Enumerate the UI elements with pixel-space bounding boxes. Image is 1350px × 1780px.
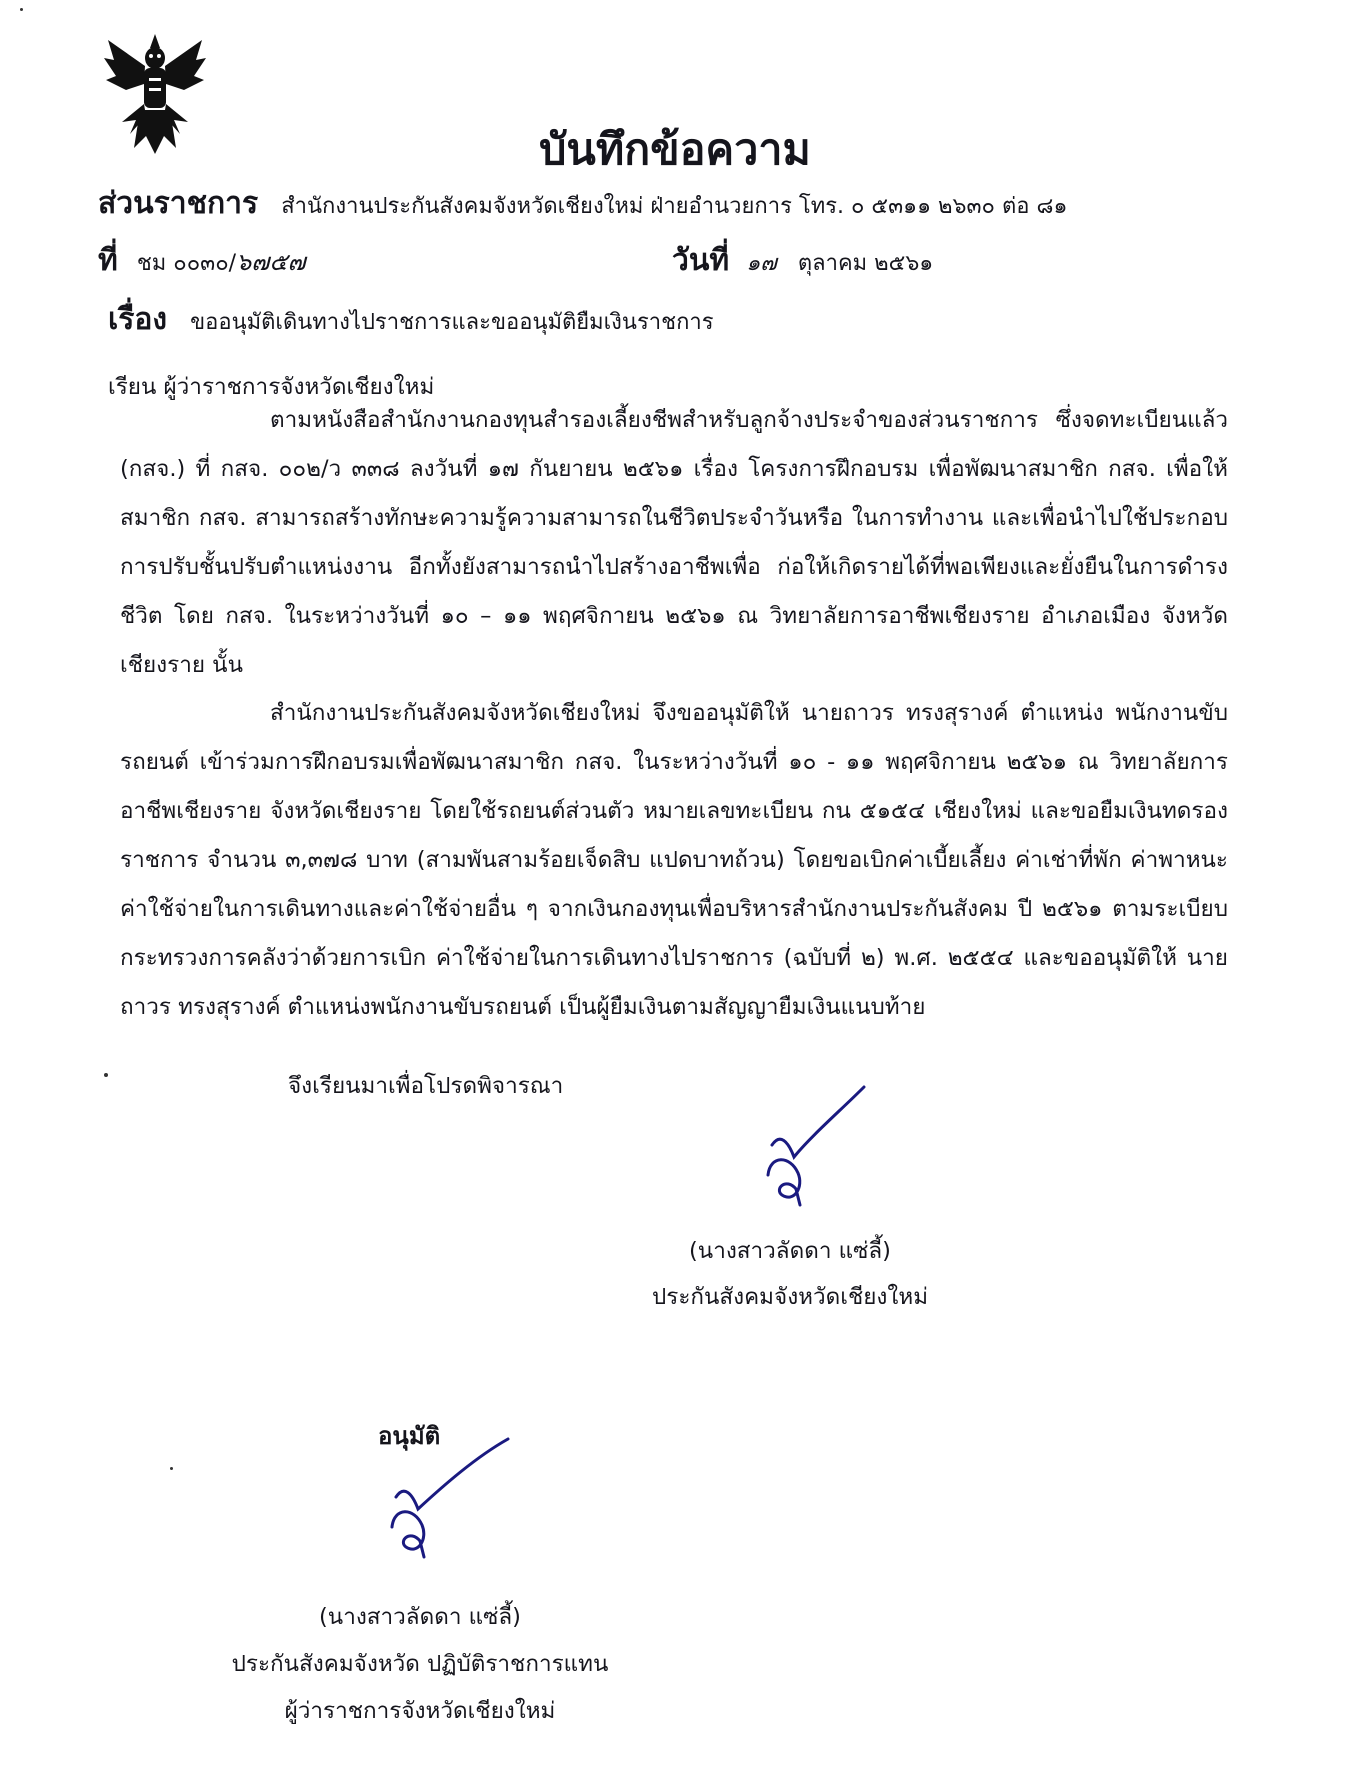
- signatory-name: (นางสาวลัดดา แซ่ลี้): [689, 1238, 891, 1264]
- signature-mark: [760, 1085, 870, 1215]
- reference-number: ชม ๐๐๓๐/: [136, 251, 237, 276]
- scan-speck: [170, 1467, 173, 1470]
- scan-speck: [20, 8, 23, 11]
- reference-label: ที่: [98, 243, 118, 278]
- subject-label: เรื่อง: [108, 302, 168, 337]
- closing-line: จึงเรียนมาเพื่อโปรดพิจารณา: [288, 1073, 564, 1099]
- body-paragraph-2: สำนักงานประกันสังคมจังหวัดเชียงใหม่ จึงขออนุมัติให้ นายถาวร ทรงสุรางค์ ตำแหน่ง พนักงานขับรถยนต์ เข้าร่วมการฝึกอบรมเพื่อพัฒนาสมาชิก กสจ. ในระหว่างวันที่ ๑๐ - ๑๑ พฤศจิกายน ๒๕๖๑ ณ วิทยาลัยการอาชีพเชียงราย จังหวัดเชียงราย โดยใช้รถยนต์ส่วนตัว หมายเลขทะเบียน กน ๕๑๕๔ เชียงใหม่ และขอยืมเงินทดรองราชการ จำนวน ๓,๓๗๘ บาท (สามพันสามร้อยเจ็ดสิบ แปดบาทถ้วน) โดยขอเบิกค่าเบี้ยเลี้ยง ค่าเช่าที่พัก ค่าพาหนะ ค่าใช้จ่ายในการเดินทางและค่าใช้จ่ายอื่น ๆ จากเงินกองทุนเพื่อบริหารสำนักงานประกันสังคม ปี ๒๕๖๑ ตามระเบียบกระทรวงการคลังว่าด้วยการเบิก ค่าใช้จ่ายในการเดินทางไปราชการ (ฉบับที่ ๒) พ.ศ. ๒๕๕๔ และขออนุมัติให้ นายถาวร ทรงสุรางค์ ตำแหน่งพนักงานขับรถยนต์ เป็นผู้ยืมเงินตามสัญญายืมเงินแนบท้าย: [120, 700, 1228, 1020]
- salutation: เรียน ผู้ว่าราชการจังหวัดเชียงใหม่: [108, 374, 435, 400]
- approval-signature-mark: [384, 1435, 514, 1565]
- approval-label: อนุมัติ: [378, 1422, 441, 1450]
- reference-row: [98, 237, 306, 284]
- agency-label: ส่วนราชการ: [98, 186, 259, 221]
- approver-name: (นางสาวลัดดา แซ่ลี้): [319, 1604, 521, 1630]
- date-row: [672, 237, 933, 284]
- document-title: บันทึกข้อความ: [539, 125, 811, 175]
- signatory-position: ประกันสังคมจังหวัดเชียงใหม่: [651, 1284, 929, 1310]
- subject-row: [108, 296, 714, 343]
- date-label: วันที่: [672, 243, 730, 278]
- scan-speck: [104, 1073, 108, 1077]
- signature-mark-text: ลี้: [810, 1210, 811, 1211]
- agency-value: สำนักงานประกันสังคมจังหวัดเชียงใหม่ ฝ่ายอำนวยการ โทร. ๐ ๕๓๑๑ ๒๖๓๐ ต่อ ๘๑: [281, 194, 1068, 219]
- date-day-handwritten: ๑๗: [746, 251, 777, 276]
- approver-position-line2: ผู้ว่าราชการจังหวัดเชียงใหม่: [284, 1698, 556, 1724]
- approval-signature-mark-text: ลี้: [434, 1560, 435, 1561]
- date-value: ตุลาคม ๒๕๖๑: [797, 251, 934, 276]
- subject-value: ขออนุมัติเดินทางไปราชการและขออนุมัติยืมเงินราชการ: [190, 310, 714, 335]
- body-paragraph-1: ตามหนังสือสำนักงานกองทุนสำรองเลี้ยงชีพสำหรับลูกจ้างประจำของส่วนราชการ ซึ่งจดทะเบียนแล้ว (กสจ.) ที่ กสจ. ๐๐๒/ว ๓๓๘ ลงวันที่ ๑๗ กันยายน ๒๕๖๑ เรื่อง โครงการฝึกอบรม เพื่อพัฒนาสมาชิก กสจ. เพื่อให้สมาชิก กสจ. สามารถสร้างทักษะความรู้ความสามารถในชีวิตประจำวันหรือ ในการทำงาน และเพื่อนำไปใช้ประกอบการปรับชั้นปรับตำแหน่งงาน อีกทั้งยังสามารถนำไปสร้างอาชีพเพื่อ ก่อให้เกิดรายได้ที่พอเพียงและยั่งยืนในการดำรงชีวิต โดย กสจ. ในระหว่างวันที่ ๑๐ – ๑๑ พฤศจิกายน ๒๕๖๑ ณ วิทยาลัยการอาชีพเชียงราย อำเภอเมือง จังหวัดเชียงราย นั้น: [120, 407, 1228, 678]
- approver-position-line1: ประกันสังคมจังหวัด ปฏิบัติราชการแทน: [231, 1651, 609, 1677]
- agency-row: [98, 180, 1067, 227]
- reference-number-handwritten: ๖๗๕๗: [236, 248, 306, 276]
